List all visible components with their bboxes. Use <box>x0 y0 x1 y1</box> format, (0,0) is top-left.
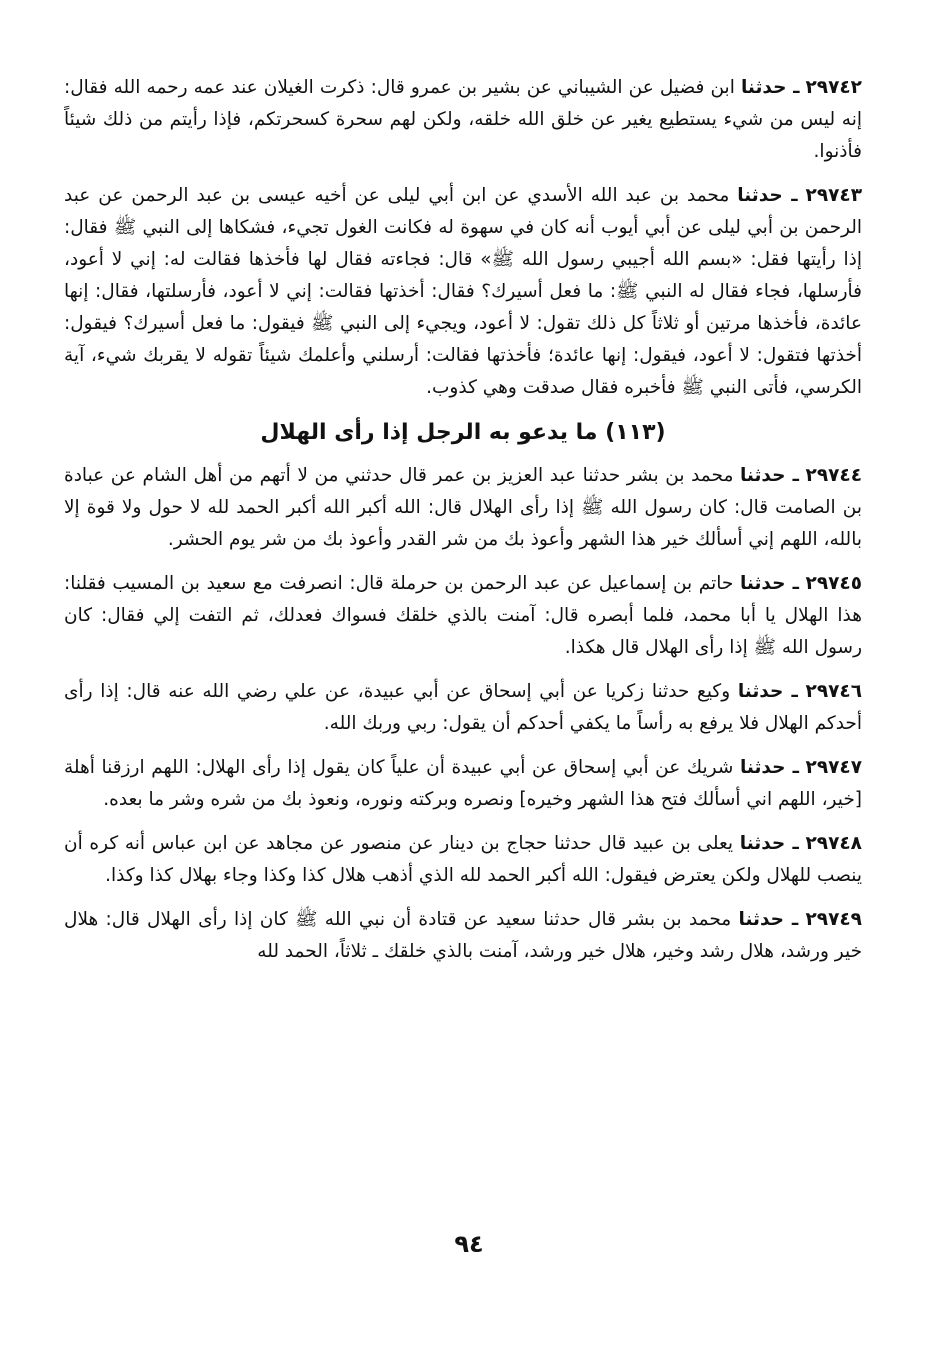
hadith-number: ٢٩٧٤٩ <box>805 909 862 930</box>
hadith-number: ٢٩٧٤٨ <box>805 833 862 854</box>
hadith-text: ابن فضيل عن الشيباني عن بشير بن عمرو قال: ذكرت الغيلان عند عمه رحمه الله فقال: إنه ليس من شيء يستطيع يغير عن خلق الله خلقه، ولكن لهم سحرة كسحرتكم، فإذا رأيتم من ذلك شيئاً فأذنوا. <box>64 77 862 162</box>
hadith-29747 <box>64 752 862 816</box>
hadith-lead: ـ حدثنا <box>740 77 800 98</box>
hadith-29745 <box>64 568 862 664</box>
chapter-title: (١١٣) ما يدعو به الرجل إذا رأى الهلال <box>260 420 666 445</box>
hadith-number: ٢٩٧٤٦ <box>805 681 862 702</box>
hadith-text: محمد بن بشر قال حدثنا سعيد عن قتادة أن نبي الله ﷺ كان إذا رأى الهلال قال: هلال خير ورشد، هلال رشد وخير، هلال خير ورشد، آمنت بالذي خلقك ـ ثلاثاً، الحمد لله <box>64 909 862 962</box>
hadith-lead: ـ حدثنا <box>739 757 799 778</box>
hadith-lead: ـ حدثنا <box>737 185 798 206</box>
hadith-text: شريك عن أبي إسحاق عن أبي عبيدة أن علياً كان يقول إذا رأى الهلال: اللهم ارزقنا أهلة [خير، اللهم اني أسألك فتح هذا الشهر وخيره] ونصره وبركته ونوره، ونعوذ بك من شره وشر ما بعده. <box>64 757 862 810</box>
hadith-lead: ـ حدثنا <box>739 573 799 594</box>
hadith-number: ٢٩٧٤٧ <box>805 757 862 778</box>
hadith-29749 <box>64 904 862 968</box>
hadith-text: وكيع حدثنا زكريا عن أبي إسحاق عن أبي عبيدة، عن علي رضي الله عنه قال: إذا رأى أحدكم الهلال فلا يرفع به رأساً ما يكفي أحدكم أن يقول: ربي وربك الله. <box>64 681 862 734</box>
hadith-text: يعلى بن عبيد قال حدثنا حجاج بن دينار عن منصور عن مجاهد عن ابن عباس أنه كره أن ينصب للهلال ولكن يعترض فيقول: الله أكبر الحمد لله الذي أذهب هلال كذا وكذا وجاء بهلال كذا وكذا. <box>64 833 862 886</box>
hadith-text: حاتم بن إسماعيل عن عبد الرحمن بن حرملة قال: انصرفت مع سعيد بن المسيب فقلنا: هذا الهلال يا أبا محمد، فلما أبصره قال: آمنت بالذي خلقك فسواك فعدلك، ثم التفت إلي فقال: كان رسول الله ﷺ إذا رأى الهلال قال هكذا. <box>64 573 862 658</box>
hadith-29748 <box>64 828 862 892</box>
hadith-number: ٢٩٧٤٤ <box>805 465 862 486</box>
hadith-text: محمد بن بشر حدثنا عبد العزيز بن عمر قال حدثني من لا أتهم من أهل الشام عن عبادة بن الصامت قال: كان رسول الله ﷺ إذا رأى الهلال قال: الله أكبر الله أكبر الحمد لله لا حول ولا قوة إلا بالله، اللهم إني أسألك خير هذا الشهر وأعوذ بك من شر القدر وأعوذ بك من شر يوم الحشر. <box>64 465 862 550</box>
hadith-29742 <box>64 72 862 168</box>
hadith-number: ٢٩٧٤٢ <box>805 77 862 98</box>
hadith-29746 <box>64 676 862 740</box>
hadith-lead: ـ حدثنا <box>737 681 798 702</box>
hadith-text: محمد بن عبد الله الأسدي عن ابن أبي ليلى عن أخيه عيسى بن عبد الرحمن عن عبد الرحمن بن أبي ليلى عن أبي أيوب أنه كان في سهوة له فكانت الغول تجيء، فشكاها إلى النبي ﷺ فقال: إذا رأيتها فقل: «بسم الله أجيبي رسول الله ﷺ» قال: فجاءته فقال لها فأخذها فقالت له: إني لا أعود، فأرسلها، فجاء فقال له النبي ﷺ: ما فعل أسيرك؟ فقال: أخذتها فقالت: إني لا أعود، فأرسلتها، فقال: إنها عائدة، فأخذها مرتين أو ثلاثاً كل ذلك تقول: لا أعود، ويجيء إلى النبي ﷺ فيقول: ما فعل أسيرك؟ فيقول: أخذتها فتقول: لا أعود، فيقول: إنها عائدة؛ فأخذتها فقالت: أرسلني وأعلمك شيئاً تقوله لا يقربك شيء، آية الكرسي، فأتى النبي ﷺ فأخبره فقال صدقت وهي كذوب. <box>64 185 862 398</box>
hadith-lead: ـ حدثنا <box>739 833 799 854</box>
hadith-29744 <box>64 460 862 556</box>
hadith-lead: ـ حدثنا <box>739 465 799 486</box>
hadith-29743 <box>64 180 862 404</box>
hadith-number: ٢٩٧٤٥ <box>805 573 863 594</box>
hadith-number: ٢٩٧٤٣ <box>805 185 862 206</box>
page-number: ٩٤ <box>454 1230 484 1258</box>
hadith-lead: ـ حدثنا <box>738 909 799 930</box>
